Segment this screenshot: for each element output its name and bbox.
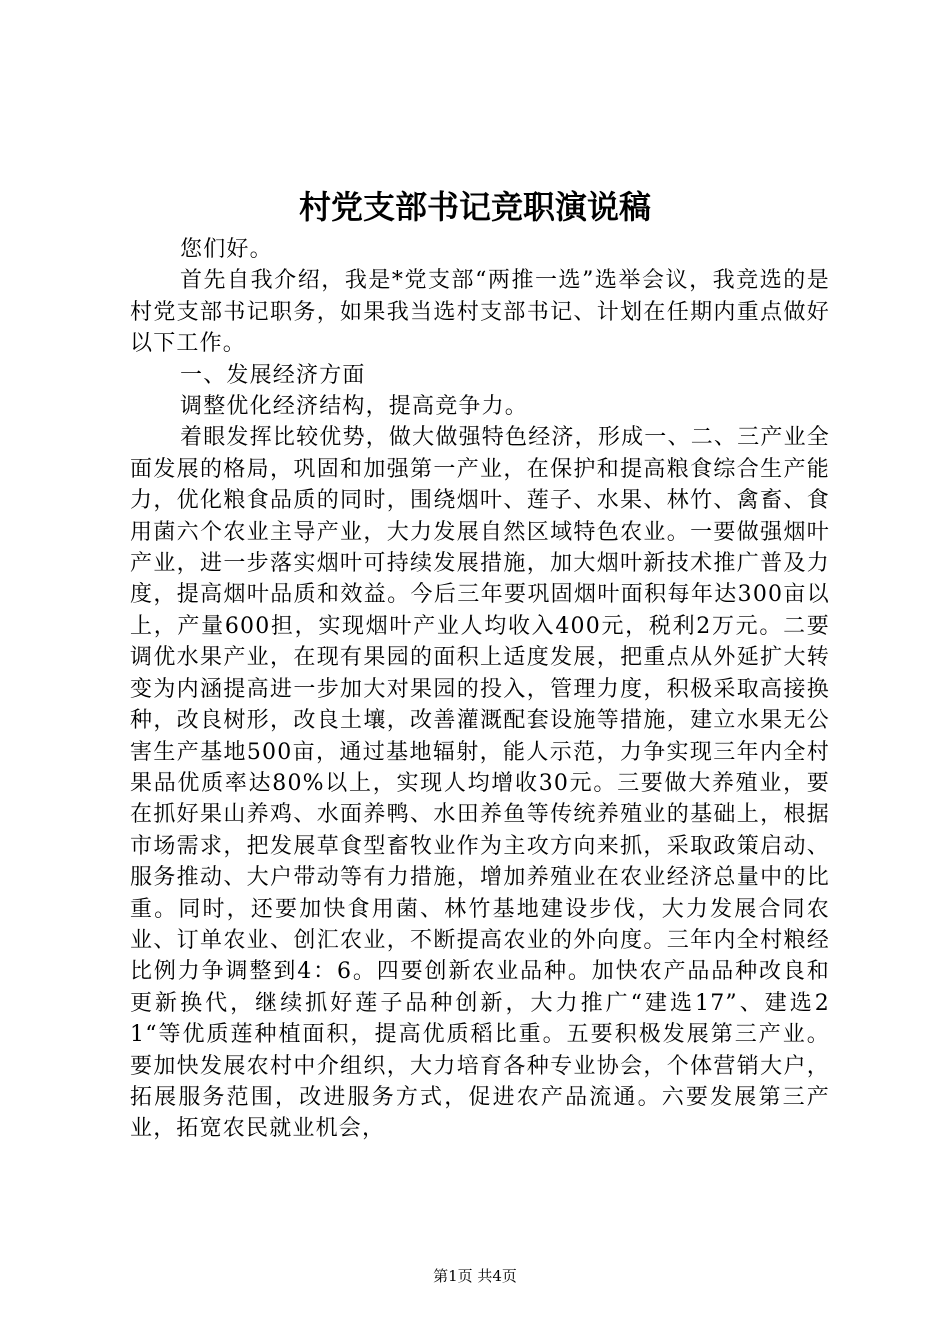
paragraph-greeting: 您们好。: [180, 237, 273, 262]
document-body: [130, 234, 830, 1145]
document-title: 村党支部书记竞职演说稿: [298, 188, 651, 226]
page-number-footer: 第1页 共4页: [433, 1267, 517, 1285]
paragraph-main-plan: 着眼发挥比较优势，做大做强特色经济，形成一、二、三产业全面发展的格局，巩固和加强第一产业，在保护和提高粮食综合生产能力，优化粮食品质的同时，围绕烟叶、莲子、水果、林竹、禽畜、食用菌六个农业主导产业，大力发展自然区域特色农业。一要做强烟叶产业，进一步落实烟叶可持续发展措施，加大烟叶新技术推广普及力度，提高烟叶品质和效益。今后三年要巩固烟叶面积每年达300亩以上，产量600担，实现烟叶产业人均收入400元，税利2万元。二要调优水果产业，在现有果园的面积上适度发展，把重点从外延扩大转变为内涵提高进一步加大对果园的投入，管理力度，积极采取高接换种，改良树形，改良土壤，改善灌溉配套设施等措施，建立水果无公害生产基地500亩，通过基地辐射，能人示范，力争实现三年内全村果品优质率达80%以上，实现人均增收30元。三要做大养殖业，要在抓好果山养鸡、水面养鸭、水田养鱼等传统养殖业的基础上，根据市场需求，把发展草食型畜牧业作为主攻方向来抓，采取政策启动、服务推动、大户带动等有力措施，增加养殖业在农业经济总量中的比重。同时，还要加快食用菌、林竹基地建设步伐，大力发展合同农业、订单农业、创汇农业，不断提高农业的外向度。三年内全村粮经比例力争调整到4：6。四要创新农业品种。加快农产品品种改良和更新换代，继续抓好莲子品种创新，大力推广“建选17”、建选21“等优质莲种植面积，提高优质稻比重。五要积极发展第三产业。要加快发展农村中介组织，大力培育各种专业协会，个体营销大户，拓展服务范围，改进服务方式，促进农产品流通。六要发展第三产业，拓宽农民就业机会，: [130, 425, 830, 1142]
section-heading-economy: 一、发展经济方面: [180, 362, 366, 388]
paragraph-structure: 调整优化经济结构，提高竞争力。: [180, 394, 529, 420]
paragraph-introduction: 首先自我介绍，我是*党支部“两推一选”选举会议，我竞选的是村党支部书记职务，如果我当选村支部书记、计划在任期内重点做好以下工作。: [130, 268, 830, 357]
